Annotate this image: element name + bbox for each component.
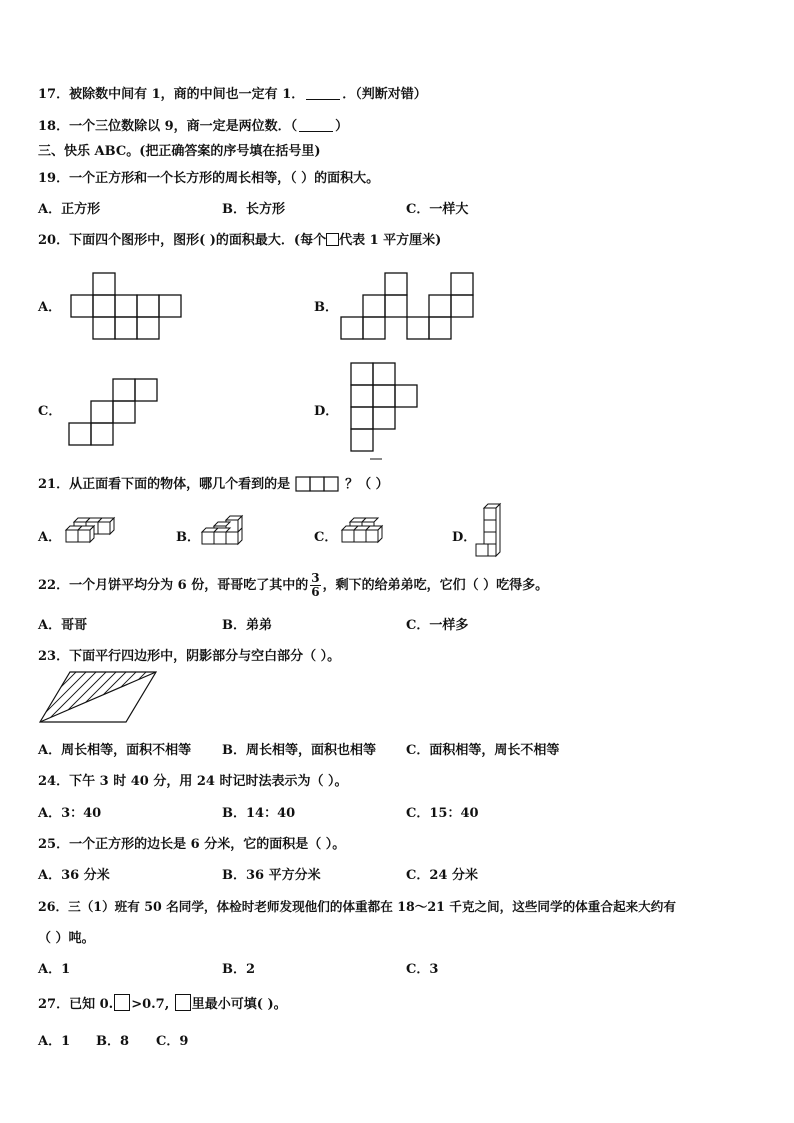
cube-stack-a-icon (62, 516, 122, 550)
option-a[interactable]: A．3：40 (38, 806, 102, 821)
question-27: 27．已知 0. >0.7, 里最小可填( )。 (38, 993, 287, 1012)
answer-blank[interactable] (306, 87, 340, 100)
option-a[interactable]: A．1 (38, 1034, 71, 1049)
cube-stack-c-icon (338, 516, 398, 550)
cube-option-a[interactable]: A． (38, 530, 62, 545)
digit-box[interactable] (175, 994, 191, 1011)
option-b[interactable]: B．弟弟 (222, 618, 272, 633)
option-c[interactable]: C．一样多 (406, 618, 469, 633)
question-19: 19．一个正方形和一个长方形的周长相等，（ ）的面积大。 (38, 171, 380, 186)
digit-box[interactable] (114, 994, 130, 1011)
section-heading: 三、快乐 ABC。(把正确答案的序号填在括号里) (38, 144, 321, 159)
unit-square-icon (326, 233, 339, 246)
question-22: 22．一个月饼平均分为 6 份，哥哥吃了其中的 $\frac{3}{6}$ ，剩下的给弟弟吃，它们（ ）吃得多。 (38, 571, 549, 599)
option-b[interactable]: B．36 平方分米 (222, 868, 321, 883)
option-a[interactable]: A．周长相等，面积不相等 (38, 743, 192, 758)
figure-d-grid (350, 362, 424, 462)
question-20: 20．下面四个图形中，图形( )的面积最大．(每个 代表 1 平方厘米) (38, 233, 442, 248)
option-a[interactable]: A．1 (38, 962, 71, 977)
option-c[interactable]: C．面积相等，周长不相等 (406, 743, 560, 758)
question-18: 18．一个三位数除以 9，商一定是两位数．（ ） (38, 119, 349, 134)
cube-stack-b-icon (198, 512, 254, 550)
question-23: 23．下面平行四边形中，阴影部分与空白部分（ ）。 (38, 649, 341, 664)
option-c[interactable]: C．15：40 (406, 806, 479, 821)
question-26-continued: （ ）吨。 (38, 931, 95, 946)
figure-label-a[interactable]: A． (38, 300, 62, 315)
figure-label-c[interactable]: C． (38, 404, 62, 419)
option-c[interactable]: C．一样大 (406, 202, 469, 217)
option-b[interactable]: B．14：40 (222, 806, 296, 821)
question-26: 26．三（1）班有 50 名同学，体检时老师发现他们的体重都在 18～21 千克之间，这些同学的体重合起来大约有 (38, 899, 676, 914)
parallelogram-diagram (36, 670, 160, 726)
figure-label-d[interactable]: D． (314, 404, 339, 419)
option-b[interactable]: B．长方形 (222, 202, 285, 217)
three-squares-front-view-icon (295, 476, 341, 492)
cube-stack-d-icon (474, 502, 508, 564)
option-b[interactable]: B．周长相等，面积也相等 (222, 743, 376, 758)
cube-option-c[interactable]: C． (314, 530, 338, 545)
fraction: $\frac{3}{6}$ (311, 571, 320, 599)
option-c[interactable]: C．3 (406, 962, 439, 977)
figure-b-grid (340, 272, 480, 342)
question-24: 24．下午 3 时 40 分，用 24 时记时法表示为（ ）。 (38, 774, 348, 789)
figure-c-grid (68, 378, 164, 448)
figure-label-b[interactable]: B． (314, 300, 338, 315)
question-21: 21．从正面看下面的物体，哪几个看到的是 ？（ ） (38, 477, 389, 492)
option-b[interactable]: B．8 (96, 1034, 130, 1049)
figure-a-grid (70, 272, 186, 342)
question-17: 17．被除数中间有 1，商的中间也一定有 1． ．（判断对错） (38, 87, 427, 102)
option-a[interactable]: A．哥哥 (38, 618, 88, 633)
option-c[interactable]: C．24 分米 (406, 868, 478, 883)
question-25: 25．一个正方形的边长是 6 分米，它的面积是（ ）。 (38, 837, 346, 852)
option-c[interactable]: C．9 (156, 1034, 189, 1049)
option-a[interactable]: A．正方形 (38, 202, 101, 217)
answer-blank[interactable] (299, 119, 333, 132)
option-a[interactable]: A．36 分米 (38, 868, 110, 883)
cube-option-b[interactable]: B． (176, 530, 200, 545)
option-b[interactable]: B．2 (222, 962, 256, 977)
cube-option-d[interactable]: D． (452, 530, 477, 545)
